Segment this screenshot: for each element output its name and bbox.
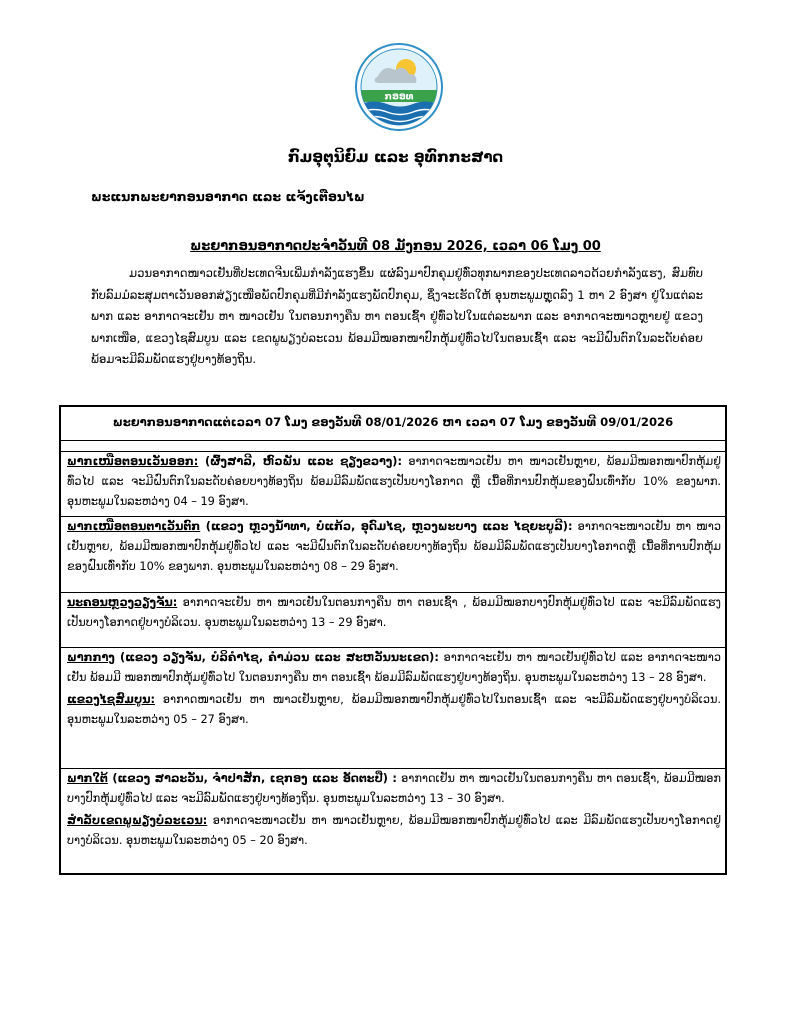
- region-name: ພາກເໜືອຕອນເວັນອອກ:: [67, 455, 199, 468]
- region-forecast: ອາກາດຈະໜາວເຢັນ ຫາ ໜາວເຢັນຫຼາຍ, ພ້ອມມີໝອກໜາປົກຫຸ້ມຢູ່ທົ່ວໄປ ແລະ ຈະມີຝົນຕົກໃນລະດັບຄ່ອຍບາງທ້ອງຖິ່ນ ພ້ອມມີລົມພັດແຮງເປັນບາງໂອກາດຫຼື ເນື້ອທີ່ການປົກຫຸ້ມຂອງຝົນເທົ່າກັບ 10% ຂອງພາກ. ອຸນຫະພູມໃນລະຫວ່າງ 08 – 29 ອົງສາ.: [67, 520, 721, 573]
- region-paragraph: [67, 769, 721, 809]
- region-name: ພາກເໜືອຕອນຕາເວັນຕົກ: [67, 520, 201, 533]
- region-forecast: ອາກາດຈະເຢັນ ຫາ ໜາວເຢັນຢູ່ທົ່ວໄປ ແລະ ອາກາດຈະໜາວເຢັນ ພ້ອມມີ ໝອກໜາປົກຫຸ້ມຢູ່ທົ່ວໄປ ໃນຕອນກາງຄືນ ຫາ ຕອນເຊົ້າ ພ້ອມມີລົມພັດແຮງຢູ່ບາງທ້ອງຖິ່ນ. ອຸນຫະພູມໃນລະຫວ່າງ 13 – 28 ອົງສາ.: [67, 651, 721, 684]
- region-paragraph: [67, 452, 721, 512]
- region-name: ພາກໃຕ້: [67, 772, 108, 785]
- logo-emblem: [354, 42, 444, 132]
- section-vientiane-capital: [61, 592, 725, 633]
- logo-text: ກອອທ: [384, 91, 414, 103]
- region-paragraph: [67, 811, 721, 851]
- region-paragraph: [67, 648, 721, 688]
- region-provinces: (ແຂວງ ສາລະວັນ, ຈໍາປາສັກ, ເຊກອງ ແລະ ອັດຕະປື) :: [107, 772, 397, 785]
- region-name: ແຂວງໄຊສົມບູນ:: [67, 693, 155, 706]
- section-northeast: [61, 451, 725, 512]
- region-paragraph: [67, 690, 721, 730]
- forecast-table: [59, 405, 727, 875]
- region-provinces: (ແຂວງ ຫຼວງນໍ້າທາ, ບໍ່ແກ້ວ, ອຸດົມໄຊ, ຫຼວງພະບາງ ແລະ ໄຊຍະບູລີ):: [200, 520, 573, 533]
- region-forecast: ອາກາດຈະໜາວເຢັນ ຫາ ໜາວເຢັນຫຼາຍ, ພ້ອມມີໝອກໜາປົກຫຸ້ມຢູ່ທົ່ວໄປ ແລະ ຈະມີຝົນຕົກໃນລະດັບຄ່ອຍບາງທ້ອງຖິ່ນ ພ້ອມມີລົມພັດແຮງເປັນບາງໂອກາດ ຫຼື ເນື້ອທີ່ການປົກຫຸ້ມຂອງຝົນເທົ່າກັບ 10% ຂອງພາກ. ອຸນຫະພູມໃນລະຫວ່າງ 04 – 19 ອົງສາ.: [67, 455, 722, 508]
- forecast-title: ພະຍາກອນອາກາດປະຈໍາວັນທີ 08 ມັງກອນ 2026, ເວລາ 06 ໂມງ 00: [190, 239, 601, 254]
- region-name: ນະຄອນຫຼວງວຽງຈັນ:: [67, 596, 178, 609]
- section-south: [61, 768, 725, 851]
- ministry-heading: ກົມອຸຕຸນິຍົມ ແລະ ອຸທົກກະສາດ: [287, 148, 504, 166]
- region-provinces: (ຜົ້ງສາລີ, ຫົວພັນ ແລະ ຊຽງຂວາງ):: [198, 455, 402, 468]
- region-paragraph: [67, 517, 721, 577]
- department-logo: [354, 42, 444, 132]
- region-name: ສໍາລັບເຂດພູພຽງບໍລະເວນ:: [67, 814, 208, 827]
- forecast-table-header: ພະຍາກອນອາກາດແຕ່ເວລາ 07 ໂມງ ຂອງວັນທີ 08/01/2026 ຫາ ເວລາ 07 ໂມງ ຂອງວັນທີ 09/01/2026: [61, 407, 725, 441]
- region-forecast: ອາກາດຈະໜາວເຢັນ ຫາ ໜາວເຢັນຫຼາຍ, ພ້ອມມີໝອກໜາປົກຫຸ້ມຢູ່ທົ່ວໄປ ແລະ ມີລົມພັດແຮງເປັນບາງໂອກາດຢູ່ບາງບໍລິເວນ. ອຸນຫະພູມໃນລະຫວ່າງ 05 – 20 ອົງສາ.: [67, 814, 721, 847]
- region-forecast: ອາກາດໜາວເຢັນ ຫາ ໜາວເຢັນຫຼາຍ, ພ້ອມມີໝອກໜາປົກຫຸ້ມຢູ່ທົ່ວໄປໃນຕອນເຊົ້າ ແລະ ຈະມີລົມພັດແຮງຢູ່ບາງບໍລິເວນ. ອຸນຫະພູມໃນລະຫວ່າງ 05 – 27 ອົງສາ.: [67, 693, 721, 726]
- department-heading: ພະແນກພະຍາກອນອາກາດ ແລະ ແຈ້ງເຕືອນໄພ: [91, 189, 365, 204]
- intro-paragraph: ມວນອາກາດໜາວເຢັນທີ່ປະເທດຈີນເພີ່ມກໍາລັງແຮງຂຶ້ນ ແຜ່ລົງມາປົກຄຸມຢູ່ທົ່ວທຸກພາກຂອງປະເທດລາວດ້ວຍກໍາລັງແຮງ, ສົມທົບກັບລົມມໍລະສຸມຕາເວັນອອກສ່ຽງເໜືອພັດປົກຄຸມທີ່ມີກໍາລັງແຮງພັດປົກຄຸມ, ຊຶ່ງຈະເຮັດໃຫ້ ອຸນຫະພູມຫຼຸດລົງ 1 ຫາ 2 ອົງສາ ຢູ່ໃນແຕ່ລະພາກ ແລະ ອາກາດຈະເຢັນ ຫາ ໜາວເຢັນ ໃນຕອນກາງຄືນ ຫາ ຕອນເຊົ້າ ຢູ່ທົ່ວໄປໃນແຕ່ລະພາກ ແລະ ອາກາດຈະໜາວຫຼາຍຢູ່ ແຂວງພາກເໜືອ, ແຂວງໄຊສົມບູນ ແລະ ເຂດພູພຽງບໍລະເວນ ພ້ອມມີໝອກໜາປົກຫຸ້ມຢູ່ທົ່ວໄປໃນຕອນເຊົ້າ ແລະ ຈະມີຝົນຕົກໃນລະດັບຄ່ອຍ ພ້ອມຈະມີລົມພັດແຮງຢູ່ບາງທ້ອງຖິ່ນ.: [91, 266, 703, 366]
- region-name: ພາກກາງ: [67, 651, 115, 664]
- region-provinces: (ແຂວງ ວຽງຈັນ, ບໍລິຄໍາໄຊ, ຄໍາມ່ວນ ແລະ ສະຫວັນນະເຂດ):: [114, 651, 439, 664]
- region-paragraph: [67, 593, 721, 633]
- region-forecast: ອາກາດຈະເຢັນ ຫາ ໜາວເຢັນໃນຕອນກາງຄືນ ຫາ ຕອນເຊົ້າ , ພ້ອມມີໝອກບາງປົກຫຸ້ມຢູ່ທົ່ວໄປ ແລະ ຈະມີລົມພັດແຮງເປັນບາງໂອກາດຢູ່ບາງບໍລິເວນ. ອຸນຫະພູມໃນລະຫວ່າງ 13 – 29 ອົງສາ.: [67, 596, 721, 629]
- region-forecast: ອາກາດເຢັນ ຫາ ໜາວເຢັນໃນຕອນກາງຄືນ ຫາ ຕອນເຊົ້າ, ພ້ອມມີໝອກບາງປົກຫຸ້ມຢູ່ທົ່ວໄປ ແລະ ຈະມີລົມພັດແຮງຢູ່ບາງທ້ອງຖິ່ນ. ອຸນຫະພູມໃນລະຫວ່າງ 13 – 30 ອົງສາ.: [67, 772, 721, 805]
- section-northwest: [61, 516, 725, 577]
- section-central: [61, 647, 725, 730]
